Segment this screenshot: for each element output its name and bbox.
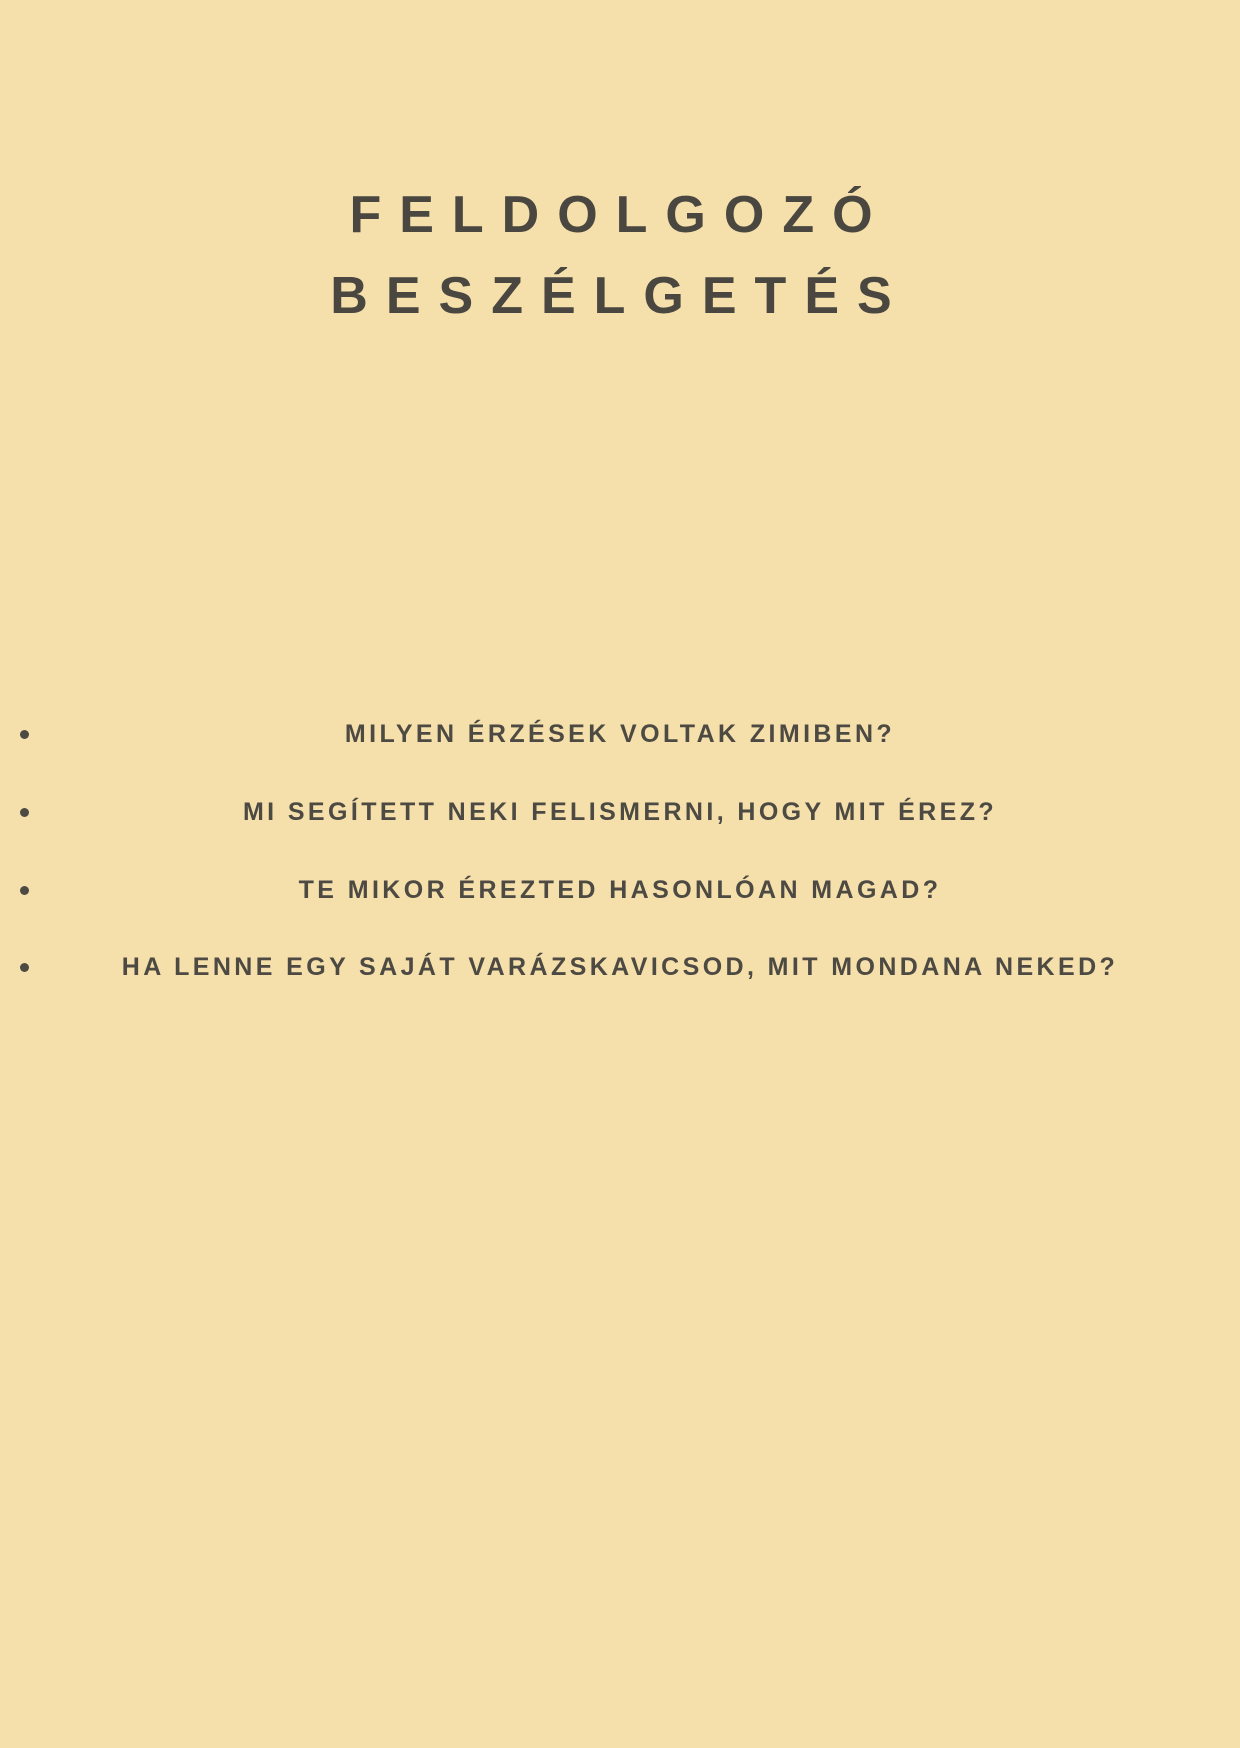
question-text: MILYEN ÉRZÉSEK VOLTAK ZIMIBEN? [344,720,896,748]
title-line-2: BESZÉLGETÉS [330,266,910,325]
question-text: TE MIKOR ÉREZTED HASONLÓAN MAGAD? [298,875,942,904]
question-text: MI SEGÍTETT NEKI FELISMERNI, HOGY MIT ÉREZ? [242,797,998,826]
title-line-1: FELDOLGOZÓ [349,186,891,244]
list-item [0,951,1240,985]
list-item [0,718,1240,752]
list-item [0,796,1240,830]
page-title [0,175,1240,336]
bullet-icon [20,730,29,739]
bullet-icon [20,886,29,895]
question-text: HA LENNE EGY SAJÁT VARÁZSKAVICSOD, MIT MONDANA NEKED? [121,953,1119,982]
list-item [0,874,1240,908]
bullet-icon [20,963,29,972]
bullet-icon [20,808,29,817]
question-list [0,718,1240,1029]
